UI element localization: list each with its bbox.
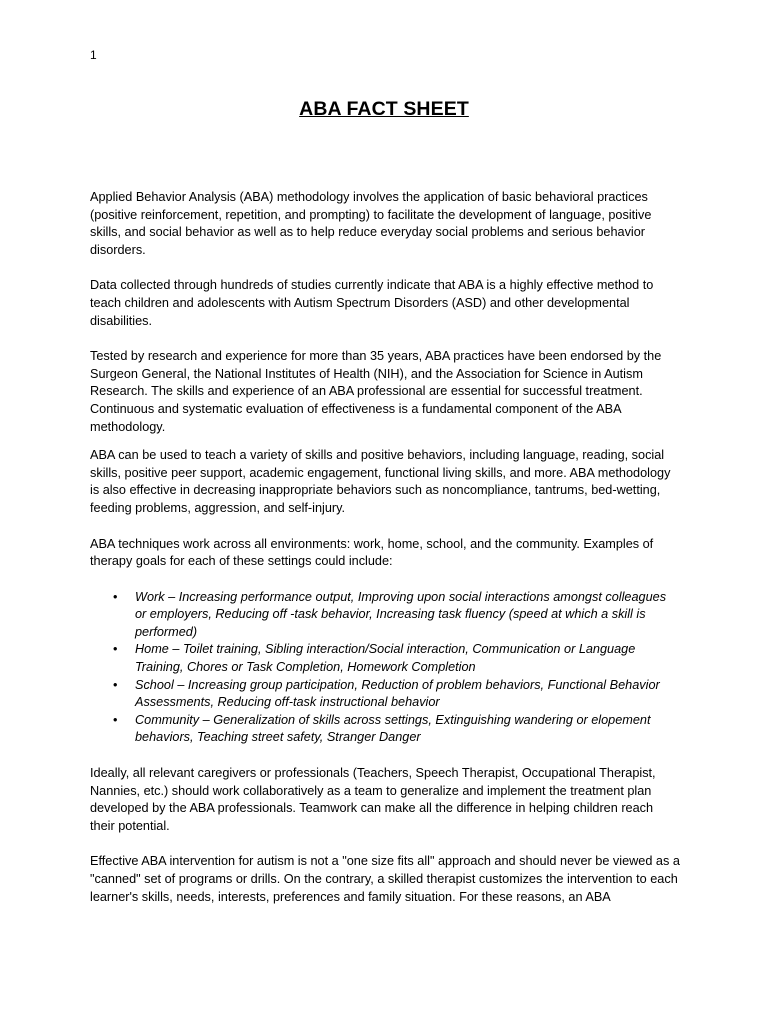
list-item-work (90, 589, 680, 642)
list-item-home (90, 641, 680, 676)
bullet-icon: • (113, 712, 118, 727)
paragraph-endorsements: Tested by research and experience for more than 35 years, ABA practices have been endorsed by the Surgeon General, the National Institutes of Health (NIH), and the Association for Science in Autism Research. The skills and experience of an ABA professional are essential for successful treatment. Continuous and systematic evaluation of effectiveness is a fundamental component of the ABA methodology. (90, 349, 662, 434)
list-item-community (90, 712, 680, 747)
therapy-goals-list (90, 589, 680, 747)
document-title: ABA FACT SHEET (299, 98, 469, 120)
paragraph-teamwork: Ideally, all relevant caregivers or professionals (Teachers, Speech Therapist, Occupational Therapist, Nannies, etc.) should work collaboratively as a team to generalize and implement the treatment plan developed by the ABA professionals. Teamwork can make all the difference in helping children reach their potential. (90, 766, 656, 833)
list-item-school (90, 677, 680, 712)
list-item-text: Home – Toilet training, Sibling interaction/Social interaction, Communication or Language Training, Chores or Task Completion, Homework Completion (135, 642, 636, 675)
paragraph-skills-taught: ABA can be used to teach a variety of skills and positive behaviors, including language, reading, social skills, positive peer support, academic engagement, functional living skills, and more. ABA methodology is also effective in decreasing inappropriate behaviors such as noncompliance, tantrums, bed-wetting, feeding problems, aggression, and self-injury. (90, 448, 671, 515)
bullet-icon: • (113, 677, 118, 692)
page-number: 1 (90, 48, 97, 62)
list-item-text: School – Increasing group participation, Reduction of problem behaviors, Functional Behavior Assessments, Reducing off-task instructional behavior (135, 677, 660, 710)
list-item-text: Community – Generalization of skills across settings, Extinguishing wandering or elopement behaviors, Teaching street safety, Stranger Danger (135, 712, 651, 745)
bullet-icon: • (113, 642, 118, 657)
list-item-text: Work – Increasing performance output, Improving upon social interactions amongst colleagues or employers, Reducing off -task behavior, Increasing task fluency (speed at which a skill is performed) (135, 589, 667, 639)
paragraph-research-data: Data collected through hundreds of studies currently indicate that ABA is a highly effective method to teach children and adolescents with Autism Spectrum Disorders (ASD) and other developmental disabilities. (90, 278, 654, 328)
document-body (90, 189, 680, 906)
paragraph-aba-definition: Applied Behavior Analysis (ABA) methodology involves the application of basic behavioral practices (positive reinforcement, repetition, and prompting) to facilitate the development of language, positive skills, and social behavior as well as to help reduce everyday social problems and serious behavior disorders. (90, 190, 652, 257)
paragraph-individualized-intervention: Effective ABA intervention for autism is not a "one size fits all" approach and should never be viewed as a "canned" set of programs or drills. On the contrary, a skilled therapist customizes the intervention to each learner's skills, needs, interests, preferences and family situation. For these reasons, an ABA (90, 854, 680, 904)
paragraph-environments: ABA techniques work across all environments: work, home, school, and the community. Examples of therapy goals for each of these settings could include: (90, 536, 654, 569)
bullet-icon: • (113, 589, 118, 604)
